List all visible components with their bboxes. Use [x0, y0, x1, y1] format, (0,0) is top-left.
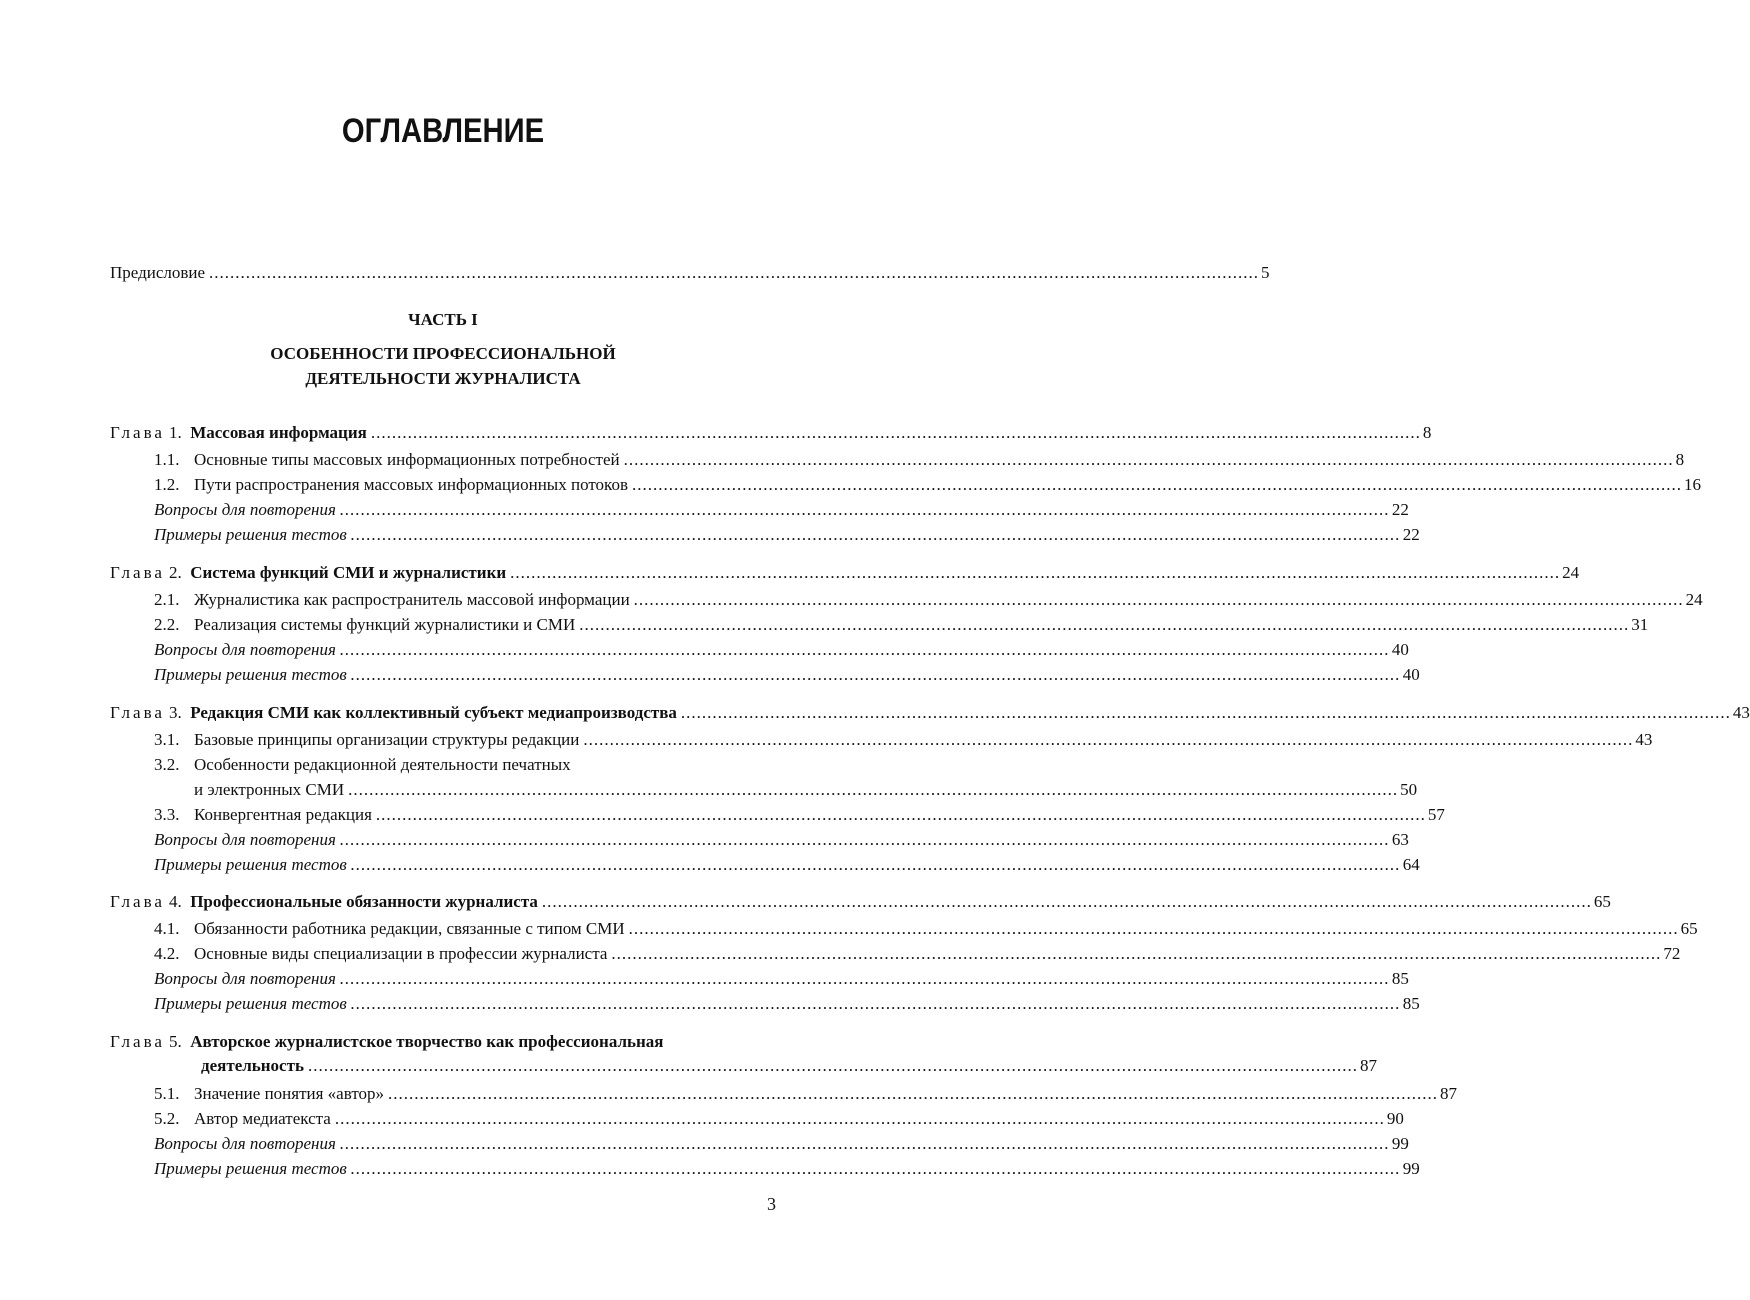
toc-entry-label: Примеры решения тестов [154, 1159, 347, 1178]
leader-dots: ........................................................................................................................................................................................................ [339, 830, 1390, 849]
chapter-name: Редакция СМИ как коллективный субъект медиапроизводства [190, 703, 677, 722]
section-number: 1.1. [154, 450, 180, 469]
section-label: Значение понятия «автор» [194, 1084, 385, 1103]
section-number: 5.1. [154, 1084, 180, 1103]
toc-entry-page: 40 [1402, 665, 1420, 684]
toc-entry-page: 40 [1391, 640, 1409, 659]
toc-section[interactable] [154, 804, 1445, 826]
toc-section[interactable] [154, 614, 1649, 636]
chapter-prefix: Глава [110, 892, 165, 911]
leader-dots: ........................................................................................................................................................................................................ [370, 423, 1421, 442]
toc-section[interactable] [154, 449, 1685, 471]
toc-entry-page: 8 [1422, 423, 1432, 442]
leader-dots: ........................................................................................................................................................................................................ [510, 563, 1561, 582]
toc-entry-page: 57 [1427, 805, 1445, 824]
toc-questions[interactable] [154, 639, 1409, 661]
toc-entry-page: 99 [1402, 1159, 1420, 1178]
chapter-name: Система функций СМИ и журналистики [190, 563, 507, 582]
toc-entry-page: 85 [1402, 994, 1420, 1013]
leader-dots: ........................................................................................................................................................................................................ [350, 855, 1401, 874]
section-number: 2.2. [154, 615, 180, 634]
chapter-number: 5. [168, 1032, 182, 1051]
chapter-prefix: Глава [110, 703, 165, 722]
leader-dots: ........................................................................................................................................................................................................ [334, 1109, 1385, 1128]
part-title-line2: ДЕЯТЕЛЬНОСТИ ЖУРНАЛИСТА [305, 369, 581, 388]
leader-dots: ........................................................................................................................................................................................................ [631, 475, 1682, 494]
chapter-name: Авторское журналистское творчество как профессиональная [190, 1032, 664, 1051]
toc-entry-page: 90 [1386, 1109, 1404, 1128]
section-label: Основные виды специализации в профессии журналиста [194, 944, 608, 963]
toc-entry-page: 43 [1732, 703, 1750, 722]
section-label: Базовые принципы организации структуры редакции [194, 730, 580, 749]
part-title-line1: ОСОБЕННОСТИ ПРОФЕССИОНАЛЬНОЙ [270, 344, 616, 363]
leader-dots: ........................................................................................................................................................................................................ [541, 892, 1592, 911]
toc-entry-label: Предисловие [110, 263, 206, 282]
toc-entry-label: Примеры решения тестов [154, 855, 347, 874]
toc-examples[interactable] [154, 664, 1420, 686]
chapter-number: 1. [168, 423, 182, 442]
toc-examples[interactable] [154, 993, 1420, 1015]
toc-section[interactable] [154, 1083, 1458, 1105]
part-label: ЧАСТЬ I [408, 310, 478, 329]
toc-entry-page: 43 [1635, 730, 1653, 749]
toc-questions[interactable] [154, 829, 1409, 851]
toc-chapter-4[interactable] [110, 891, 1611, 913]
section-label: Автор медиатекста [194, 1109, 331, 1128]
leader-dots: ........................................................................................................................................................................................................ [307, 1056, 1358, 1075]
toc-entry-page: 31 [1631, 615, 1649, 634]
section-number: 5.2. [154, 1109, 180, 1128]
toc-entry-page: 16 [1683, 475, 1701, 494]
chapter-number: 4. [168, 892, 182, 911]
leader-dots: ........................................................................................................................................................................................................ [623, 450, 1674, 469]
toc-questions[interactable] [154, 499, 1409, 521]
toc-section[interactable] [154, 729, 1653, 751]
toc-entry-page: 99 [1391, 1134, 1409, 1153]
toc-chapter-2[interactable] [110, 562, 1580, 584]
toc-section-continuation[interactable] [194, 779, 1418, 801]
toc-section[interactable] [154, 1108, 1404, 1130]
leader-dots: ........................................................................................................................................................................................................ [583, 730, 1634, 749]
section-number: 4.2. [154, 944, 180, 963]
toc-chapter-1[interactable] [110, 422, 1432, 444]
chapter-number: 3. [168, 703, 182, 722]
toc-entry-page: 22 [1402, 525, 1420, 544]
section-label: Конвергентная редакция [194, 805, 372, 824]
leader-dots: ........................................................................................................................................................................................................ [209, 263, 1260, 282]
toc-entry-page: 50 [1400, 780, 1418, 799]
toc-section[interactable] [154, 474, 1701, 496]
toc-entry-page: 65 [1593, 892, 1611, 911]
toc-entry-label: Вопросы для повторения [154, 969, 336, 988]
leader-dots: ........................................................................................................................................................................................................ [339, 640, 1390, 659]
section-number: 3.1. [154, 730, 180, 749]
toc-entry-label: Примеры решения тестов [154, 994, 347, 1013]
toc-questions[interactable] [154, 968, 1409, 990]
page-number: 3 [767, 1194, 776, 1214]
section-label: Особенности редакционной деятельности печатных [194, 755, 571, 774]
page-title: ОГЛАВЛЕНИЕ [341, 112, 545, 150]
toc-entry-label: Вопросы для повторения [154, 500, 336, 519]
toc-chapter-5[interactable] [110, 1031, 772, 1053]
chapter-prefix: Глава [110, 423, 165, 442]
section-label: Обязанности работника редакции, связанные с типом СМИ [194, 919, 625, 938]
section-label-continued: и электронных СМИ [194, 780, 345, 799]
toc-entry-page: 24 [1685, 590, 1703, 609]
section-number: 2.1. [154, 590, 180, 609]
toc-questions[interactable] [154, 1133, 1409, 1155]
toc-entry-page: 8 [1675, 450, 1685, 469]
chapter-prefix: Глава [110, 1032, 165, 1051]
section-number: 3.3. [154, 805, 180, 824]
toc-entry-label: Вопросы для повторения [154, 830, 336, 849]
leader-dots: ........................................................................................................................................................................................................ [579, 615, 1630, 634]
leader-dots: ........................................................................................................................................................................................................ [339, 969, 1390, 988]
toc-section[interactable] [154, 918, 1698, 940]
toc-entry-label: Вопросы для повторения [154, 640, 336, 659]
toc-examples[interactable] [154, 854, 1420, 876]
section-number: 3.2. [154, 755, 180, 774]
leader-dots: ........................................................................................................................................................................................................ [375, 805, 1426, 824]
toc-entry-page: 72 [1663, 944, 1681, 963]
leader-dots: ........................................................................................................................................................................................................ [628, 919, 1679, 938]
section-label: Журналистика как распространитель массовой информации [194, 590, 630, 609]
toc-entry-page: 63 [1391, 830, 1409, 849]
chapter-prefix: Глава [110, 563, 165, 582]
toc-entry-label: Примеры решения тестов [154, 665, 347, 684]
section-label: Основные типы массовых информационных потребностей [194, 450, 620, 469]
section-number: 1.2. [154, 475, 180, 494]
toc-section[interactable] [154, 943, 1681, 965]
leader-dots: ........................................................................................................................................................................................................ [350, 525, 1401, 544]
toc-entry-label: Примеры решения тестов [154, 525, 347, 544]
leader-dots: ........................................................................................................................................................................................................ [350, 665, 1401, 684]
toc-entry-page: 85 [1391, 969, 1409, 988]
toc-entry-page: 65 [1680, 919, 1698, 938]
leader-dots: ........................................................................................................................................................................................................ [680, 703, 1731, 722]
chapter-name: Профессиональные обязанности журналиста [190, 892, 538, 911]
chapter-name-continued: деятельность [201, 1056, 304, 1075]
toc-section[interactable] [154, 589, 1703, 611]
leader-dots: ........................................................................................................................................................................................................ [633, 590, 1684, 609]
section-number: 4.1. [154, 919, 180, 938]
leader-dots: ........................................................................................................................................................................................................ [611, 944, 1662, 963]
toc-section[interactable] [154, 754, 772, 776]
leader-dots: ........................................................................................................................................................................................................ [350, 994, 1401, 1013]
leader-dots: ........................................................................................................................................................................................................ [348, 780, 1399, 799]
leader-dots: ........................................................................................................................................................................................................ [339, 500, 1390, 519]
toc-entry-page: 24 [1562, 563, 1580, 582]
leader-dots: ........................................................................................................................................................................................................ [388, 1084, 1439, 1103]
toc-entry-page: 87 [1440, 1084, 1458, 1103]
toc-entry-page: 64 [1402, 855, 1420, 874]
section-label: Пути распространения массовых информационных потоков [194, 475, 628, 494]
chapter-name: Массовая информация [190, 423, 367, 442]
toc-chapter-5-continuation[interactable] [201, 1055, 1377, 1077]
leader-dots: ........................................................................................................................................................................................................ [339, 1134, 1390, 1153]
toc-examples[interactable] [154, 1158, 1420, 1180]
toc-examples[interactable] [154, 524, 1420, 546]
toc-entry-page: 87 [1359, 1056, 1377, 1075]
toc-preface[interactable] [110, 262, 1270, 284]
toc-entry-label: Вопросы для повторения [154, 1134, 336, 1153]
toc-chapter-3[interactable] [110, 702, 1750, 724]
leader-dots: ........................................................................................................................................................................................................ [350, 1159, 1401, 1178]
toc-entry-page: 5 [1261, 263, 1270, 282]
section-label: Реализация системы функций журналистики и СМИ [194, 615, 576, 634]
chapter-number: 2. [168, 563, 182, 582]
toc-entry-page: 22 [1391, 500, 1409, 519]
